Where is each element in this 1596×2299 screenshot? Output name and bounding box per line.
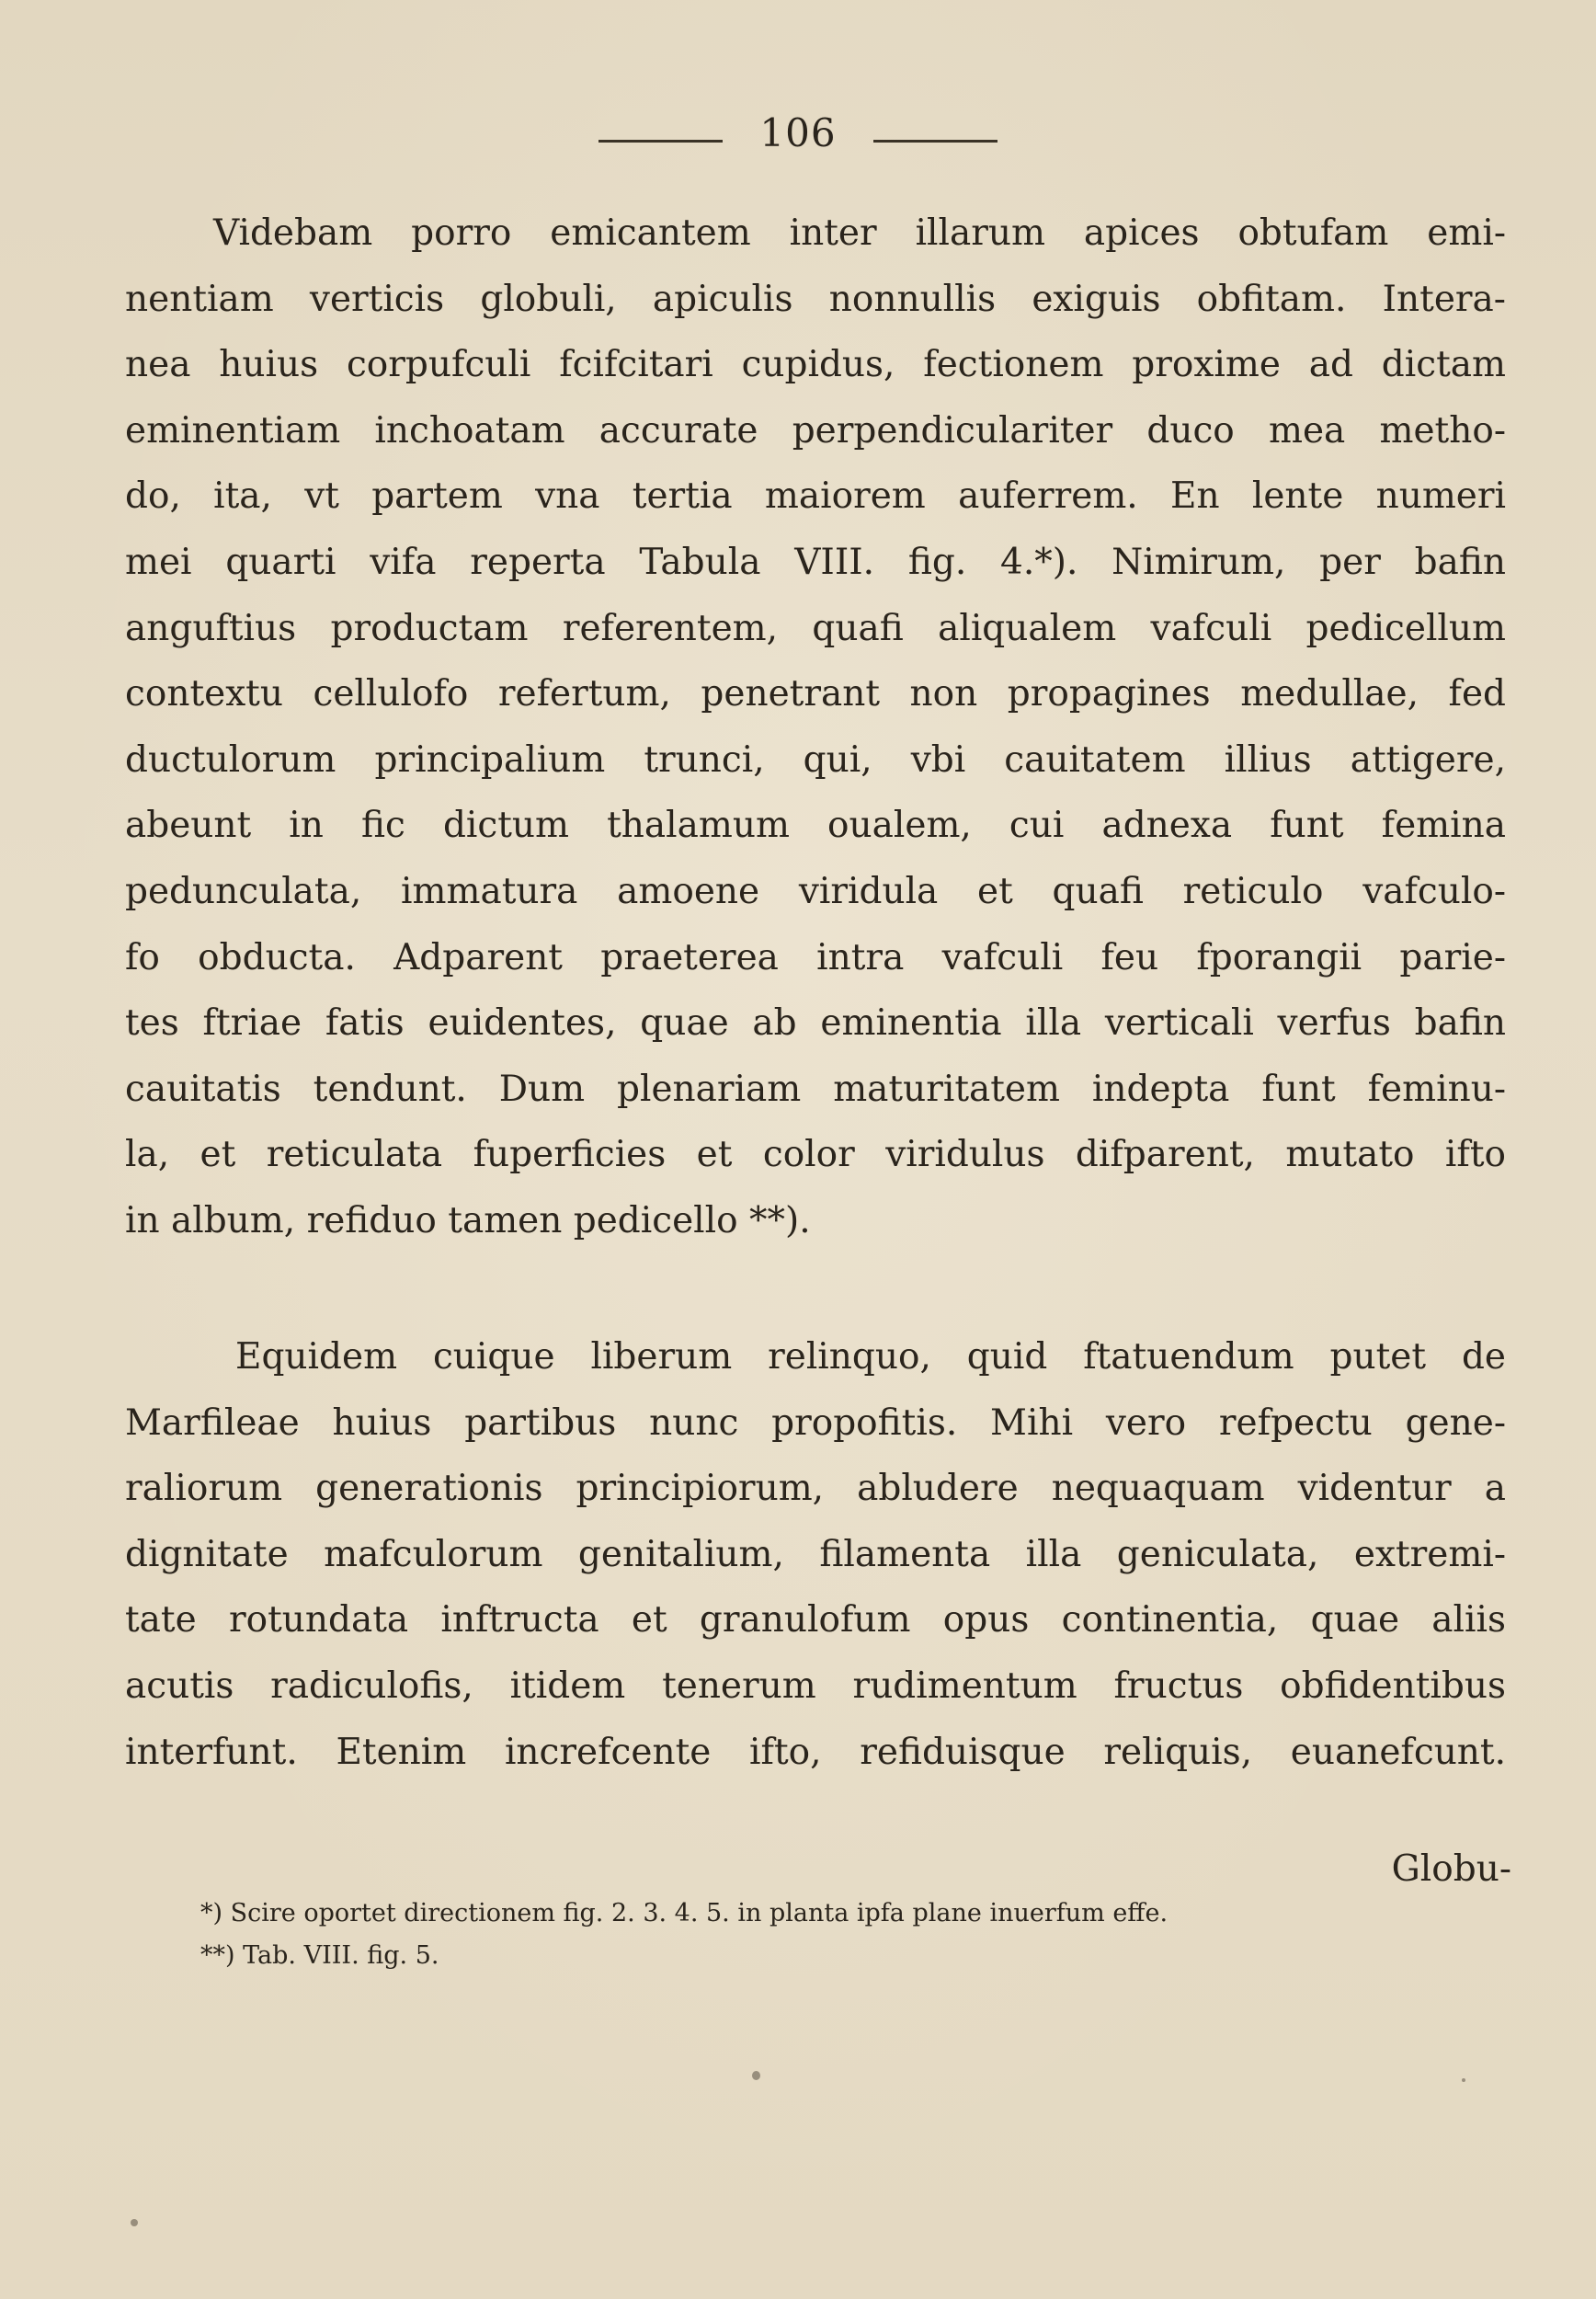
text-line: dignitate mafculorum genitalium, filamenta illa geniculata, extremi- xyxy=(125,1533,1506,1575)
text-line: eminentiam inchoatam accurate perpendiculariter duco mea metho- xyxy=(125,409,1506,452)
paragraph-1 xyxy=(125,200,1506,1254)
text-line: contextu cellulofo refertum, penetrant non propagines medullae, fed xyxy=(125,673,1506,715)
text-line: ductulorum principalium trunci, qui, vbi cauitatem illius attigere, xyxy=(125,738,1506,781)
text-line: pedunculata, immatura amoene viridula et quafi reticulo vafculo- xyxy=(125,870,1506,912)
text-line: acutis radiculofis, itidem tenerum rudimentum fructus obfidentibus xyxy=(125,1664,1506,1707)
paper-speck xyxy=(131,2219,138,2226)
text-line: in album, refiduo tamen pedicello **). xyxy=(125,1199,811,1241)
text-line: nentiam verticis globuli, apiculis nonnullis exiguis obfitam. Intera- xyxy=(125,278,1506,320)
text-line: cauitatis tendunt. Dum plenariam maturitatem indepta funt feminu- xyxy=(125,1068,1506,1110)
footnotes xyxy=(200,1893,1168,1977)
text-line: Equidem cuique liberum relinquo, quid ftatuendum putet de xyxy=(235,1336,1506,1378)
text-line: la, et reticulata fuperficies et color viridulus difparent, mutato ifto xyxy=(125,1134,1506,1176)
paper-speck xyxy=(1462,2078,1465,2082)
text-line: mei quarti vifa reperta Tabula VIII. fig. 4.*). Nimirum, per bafin xyxy=(125,541,1506,583)
text-line: fo obducta. Adparent praeterea intra vafculi feu fporangii parie- xyxy=(125,936,1506,978)
paper-speck xyxy=(752,2071,760,2080)
text-line: raliorum generationis principiorum, abludere nequaquam videntur a xyxy=(125,1468,1506,1510)
header-rule-right xyxy=(873,140,998,143)
text-line: do, ita, vt partem vna tertia maiorem auferrem. En lente numeri xyxy=(125,475,1506,518)
text-line: Videbam porro emicantem inter illarum apices obtufam emi- xyxy=(213,212,1506,254)
page-header xyxy=(0,110,1596,155)
text-line: Marfileae huius partibus nunc propofitis. Mihi vero refpectu gene- xyxy=(125,1401,1506,1444)
footnote-1: *) Scire oportet directionem fig. 2. 3. 4. 5. in planta ipfa plane inuerfum effe. xyxy=(200,1899,1168,1927)
header-rule-left xyxy=(598,140,723,143)
text-line: interfunt. Etenim increfcente ifto, refiduisque reliquis, euanefcunt. xyxy=(125,1731,1506,1773)
footnote-2: **) Tab. VIII. fig. 5. xyxy=(200,1941,439,1970)
page-number: 106 xyxy=(759,110,837,155)
text-line: nea huius corpufculi fcifcitari cupidus, fectionem proxime ad dictam xyxy=(125,344,1506,386)
text-line: anguftius productam referentem, quafi aliqualem vafculi pedicellum xyxy=(125,607,1506,649)
text-line: tes ftriae fatis euidentes, quae ab eminentia illa verticali verfus bafin xyxy=(125,1002,1506,1045)
text-line: tate rotundata inftructa et granulofum opus continentia, quae aliis xyxy=(125,1599,1506,1641)
text-line: abeunt in fic dictum thalamum oualem, cui adnexa funt femina xyxy=(125,805,1506,847)
catchword: Globu- xyxy=(1391,1848,1511,1890)
paragraph-2 xyxy=(125,1324,1506,1785)
